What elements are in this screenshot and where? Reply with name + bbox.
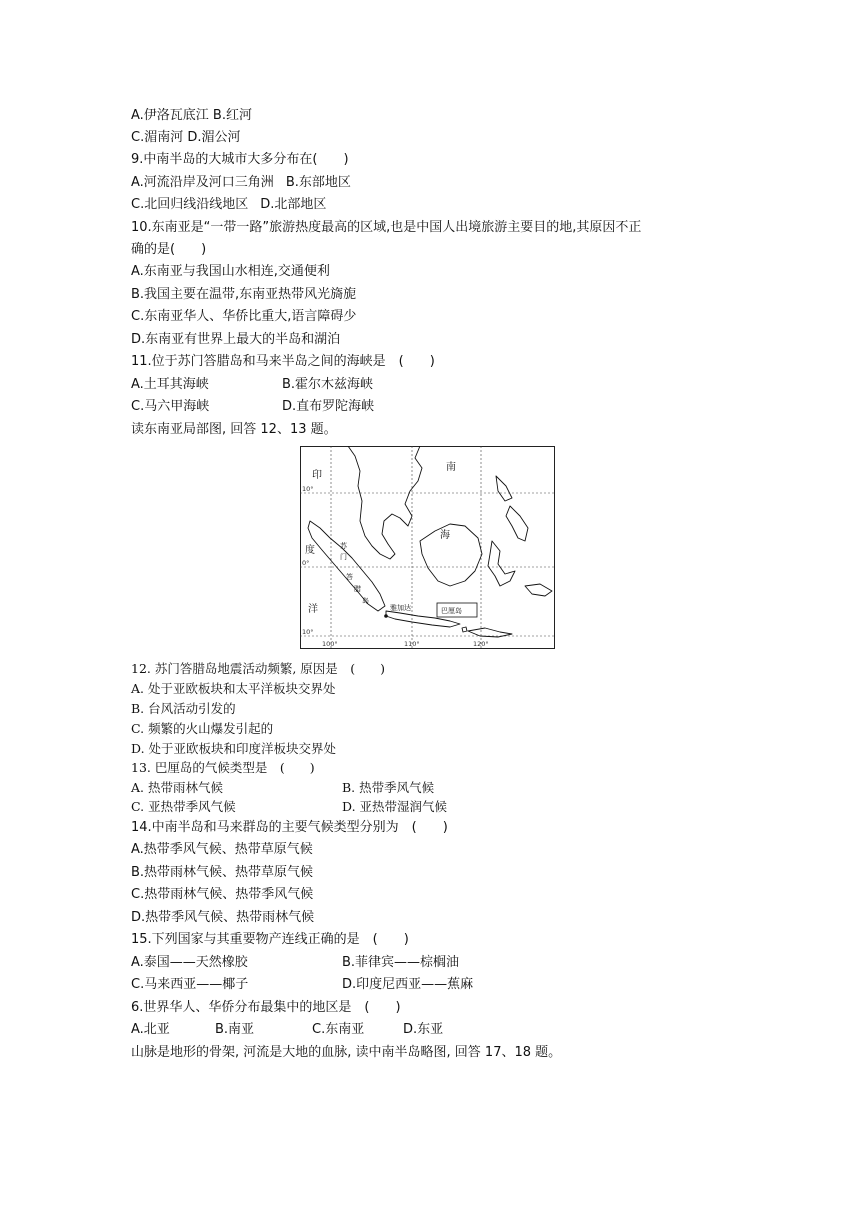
- option-line: C.湄南河 D.湄公河: [131, 130, 241, 145]
- option-d: D. 亚热带湿润气候: [342, 799, 448, 814]
- option-c: C.东南亚华人、华侨比重大,语言障碍少: [131, 309, 357, 324]
- tick-lat-10s: 10°: [302, 628, 314, 636]
- question-9-options: [131, 174, 351, 192]
- label-su: 苏: [340, 542, 347, 550]
- question-15-options: [131, 954, 459, 972]
- tick-lat-10n: 10°: [302, 485, 314, 493]
- question-15: 15.下列国家与其重要物产连线正确的是 ( ): [131, 932, 409, 947]
- question-15-options: [131, 976, 473, 994]
- option-c: C.马来西亚——椰子: [131, 977, 249, 992]
- option-b: B.霍尔木兹海峡: [282, 377, 374, 392]
- question-13: 13. 巴厘岛的气候类型是 ( ): [131, 760, 315, 775]
- option-d: D.直布罗陀海峡: [282, 399, 375, 414]
- question-9: 9.中南半岛的大城市大多分布在( ): [131, 152, 349, 167]
- option-b: B.热带雨林气候、热带草原气候: [131, 865, 314, 880]
- question-13-options: [131, 798, 447, 816]
- option-b: B.我国主要在温带,东南亚热带风光旖旎: [131, 287, 357, 302]
- intro-17-18: 山脉是地形的骨架, 河流是大地的血脉, 读中南半岛略图, 回答 17、18 题。: [131, 1045, 562, 1060]
- option-b: B.菲律宾——棕榈油: [342, 955, 460, 970]
- question-13-options: [131, 779, 434, 797]
- option-b: B. 台风活动引发的: [131, 701, 236, 716]
- option-d: D.东南亚有世界上最大的半岛和湖泊: [131, 332, 341, 347]
- southeast-asia-map: [300, 446, 555, 649]
- option-b: B.南亚: [215, 1022, 255, 1037]
- question-9-options: [131, 196, 326, 214]
- option-c: C.北回归线沿线地区: [131, 197, 249, 212]
- question-11: 11.位于苏门答腊岛和马来半岛之间的海峡是 ( ): [131, 354, 435, 369]
- question-16-options: [131, 1021, 443, 1039]
- option-b: B.东部地区: [285, 175, 351, 190]
- tick-lon-110: 110°: [404, 640, 420, 648]
- question-10: 10.东南亚是“一带一路”旅游热度最高的区域,也是中国人出境旅游主要目的地,其原因不正: [131, 220, 642, 235]
- option-a: A.热带季风气候、热带草原气候: [131, 842, 313, 857]
- option-line: A.伊洛瓦底江 B.红河: [131, 108, 252, 123]
- question-10-cont: 确的是( ): [131, 242, 207, 257]
- label-dao: 岛: [362, 597, 369, 605]
- option-a: A.河流沿岸及河口三角洲: [131, 175, 274, 190]
- label-men: 门: [340, 553, 347, 561]
- intro-12-13: 读东南亚局部图, 回答 12、13 题。: [131, 422, 337, 437]
- question-16: 6.世界华人、华侨分布最集中的地区是 ( ): [131, 1000, 401, 1015]
- option-d: D. 处于亚欧板块和印度洋板块交界处: [131, 741, 337, 756]
- option-c: C. 频繁的火山爆发引起的: [131, 721, 274, 736]
- option-b: B. 热带季风气候: [342, 780, 435, 795]
- option-d: D.印度尼西亚——蕉麻: [342, 977, 474, 992]
- tick-lon-120: 120°: [473, 640, 489, 648]
- question-12: 12. 苏门答腊岛地震活动频繁, 原因是 ( ): [131, 661, 386, 676]
- option-d: D.热带季风气候、热带雨林气候: [131, 910, 315, 925]
- label-la: 腊: [354, 585, 361, 593]
- option-c: C. 亚热带季风气候: [131, 799, 236, 814]
- option-a: A. 热带雨林气候: [131, 780, 223, 795]
- option-d: D.东亚: [403, 1022, 444, 1037]
- label-da: 答: [346, 573, 353, 581]
- option-c: C.热带雨林气候、热带季风气候: [131, 887, 314, 902]
- label-jakarta: 雅加达: [390, 604, 411, 612]
- option-a: A.土耳其海峡: [131, 377, 209, 392]
- label-du: 度: [305, 545, 315, 556]
- label-nan: 南: [446, 462, 456, 473]
- question-11-options: [131, 376, 373, 394]
- tick-lon-100: 100°: [322, 640, 338, 648]
- option-c: C.马六甲海峡: [131, 399, 210, 414]
- option-d: D.北部地区: [260, 197, 327, 212]
- tick-lat-0: 0°: [302, 559, 310, 567]
- option-c: C.东南亚: [312, 1022, 365, 1037]
- option-a: A.北亚: [131, 1022, 170, 1037]
- label-bali: 巴厘岛: [441, 607, 462, 615]
- label-yang: 洋: [308, 604, 318, 615]
- question-14: 14.中南半岛和马来群岛的主要气候类型分别为 ( ): [131, 820, 448, 835]
- label-yin: 印: [312, 470, 322, 481]
- option-a: A.东南亚与我国山水相连,交通便利: [131, 264, 330, 279]
- option-a: A.泰国——天然橡胶: [131, 955, 248, 970]
- label-hai: 海: [440, 530, 450, 541]
- question-11-options: [131, 398, 374, 416]
- option-a: A. 处于亚欧板块和太平洋板块交界处: [131, 681, 336, 696]
